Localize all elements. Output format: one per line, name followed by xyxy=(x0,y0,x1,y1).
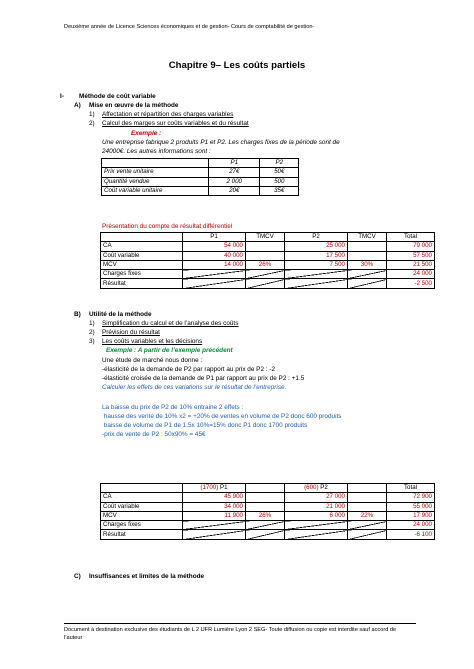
crossed-cell xyxy=(285,270,348,279)
table-cell: 17 500 xyxy=(285,251,348,260)
page-header: Deuxième année de Licence Sciences économiques et de gestion- Cours de comptabilité de gestion- xyxy=(64,24,315,30)
table-header xyxy=(348,484,387,493)
table-cell: 24 000 xyxy=(387,521,435,530)
item-number: 2) xyxy=(89,120,95,127)
table-header: Total xyxy=(387,233,435,242)
subsection-letter: C) xyxy=(74,573,81,580)
table-header xyxy=(246,484,285,493)
table-cell xyxy=(102,159,209,168)
table-header xyxy=(183,484,246,493)
item-text: Affectation et répartition des charges variables xyxy=(102,111,234,118)
answer-line: baisse de volume de P1 de 1.5x 10%=15% donc P1 donc 1700 produits xyxy=(102,422,308,429)
table-cell: 27€ xyxy=(209,168,260,177)
table-cell: 24 000 xyxy=(387,270,435,279)
crossed-cell xyxy=(285,530,348,539)
table-cell xyxy=(246,251,285,260)
table-cell: 55 000 xyxy=(387,502,435,511)
item-text: Simplification du calcul et de l’analyse des coûts xyxy=(102,320,239,327)
crossed-cell xyxy=(348,521,387,530)
chapter-title: Chapitre 9– Les coûts partiels xyxy=(168,60,306,71)
study-line: Une étude de marché nous donne : xyxy=(102,357,203,364)
example-label: Exemple : A partir de l’exemple précédent xyxy=(106,347,233,354)
crossed-cell xyxy=(246,530,285,539)
table-row xyxy=(101,521,435,530)
table-cell: 21 000 xyxy=(285,502,348,511)
table-cell xyxy=(348,251,387,260)
item-number: 1) xyxy=(89,111,95,118)
table-row xyxy=(101,242,435,251)
item-text: Prévision du résultat xyxy=(102,329,160,336)
table-row xyxy=(102,159,299,168)
item-number: 3) xyxy=(89,338,95,345)
item-number: 2) xyxy=(89,329,95,336)
table-cell: Quantité vendue xyxy=(102,177,209,186)
subsection-heading: Insuffisances et limites de la méthode xyxy=(89,573,205,580)
study-line: -élasticité croisée de la demande de P1 par rapport au prix de P2 : +1.5 xyxy=(102,375,305,382)
table-cell: 21 500 xyxy=(387,260,435,269)
section-heading: Méthode de coût variable xyxy=(79,93,156,100)
table-cell: 40 000 xyxy=(183,251,246,260)
table-cell: Coût variable xyxy=(101,251,183,260)
table-row xyxy=(101,279,435,288)
subsection-heading: Mise en œuvre de la méthode xyxy=(89,102,179,109)
table-cell: CA xyxy=(101,493,183,502)
study-line: -élasticité de la demande de P2 par rapport au prix de P2 : -2 xyxy=(102,366,276,373)
item-text: Calcul des marges sur coûts variables et du résultat xyxy=(102,120,249,127)
example-label: Exemple : xyxy=(131,130,162,137)
table-cell: Charges fixes xyxy=(101,521,183,530)
table-cell: 25 000 xyxy=(285,242,348,251)
table-cell: 17 900 xyxy=(387,511,435,520)
example-line: Une entreprise fabrique 2 produits P1 et P2. Les charges fixes de la période sont de xyxy=(102,139,340,146)
subsection-heading: Utilité de la méthode xyxy=(89,311,152,318)
table-cell: 34 000 xyxy=(183,502,246,511)
table-row xyxy=(102,186,299,195)
crossed-cell xyxy=(285,279,348,288)
table-header xyxy=(285,484,348,493)
table-cell: 500 xyxy=(260,177,299,186)
table-cell: MCV xyxy=(101,511,183,520)
table-cell: 26% xyxy=(246,511,285,520)
table-row xyxy=(102,168,299,177)
answer-line: La baisse du prix de P2 de 10% entraine 2 effets : xyxy=(102,404,244,411)
table-row xyxy=(101,511,435,520)
table-cell: 14 000 xyxy=(183,260,246,269)
table-cell: Résultat xyxy=(101,279,183,288)
product-label: P2 xyxy=(320,484,328,492)
item-number: 1) xyxy=(89,320,95,327)
answer-line: hausse des vente de 10% x2 = +20% de ventes en volume de P2 donc 600 produits xyxy=(102,413,342,420)
table-cell xyxy=(246,242,285,251)
table-row xyxy=(101,270,435,279)
table-cell: 79 000 xyxy=(387,242,435,251)
table-row xyxy=(101,260,435,269)
table-cell xyxy=(348,493,387,502)
table-cell xyxy=(101,484,183,493)
table-cell xyxy=(246,493,285,502)
table-cell: Résultat xyxy=(101,530,183,539)
simulation-table xyxy=(100,483,435,540)
table-cell: 11 900 xyxy=(183,511,246,520)
footer-divider xyxy=(64,623,416,624)
table-row xyxy=(102,177,299,186)
table-header: P2 xyxy=(260,159,299,168)
table-cell: 72 900 xyxy=(387,493,435,502)
crossed-cell xyxy=(285,521,348,530)
table-header: Total xyxy=(387,484,435,493)
crossed-cell xyxy=(183,530,246,539)
table-cell: 26% xyxy=(246,260,285,269)
footer-line: l’auteur xyxy=(64,635,83,641)
table-cell: 6 000 xyxy=(285,511,348,520)
item-text: Les coûts variables et les décisions xyxy=(102,338,203,345)
table-cell: Coût variable xyxy=(101,502,183,511)
table-cell: Prix vente unitaire xyxy=(102,168,209,177)
crossed-cell xyxy=(246,521,285,530)
table-row xyxy=(101,493,435,502)
table-cell: 7 500 xyxy=(285,260,348,269)
info-table xyxy=(101,158,299,196)
crossed-cell xyxy=(246,270,285,279)
section-number: I- xyxy=(60,93,64,100)
table-cell: 22% xyxy=(348,511,387,520)
table-cell xyxy=(101,233,183,242)
product-label: P1 xyxy=(220,484,228,492)
table-row xyxy=(101,502,435,511)
table-row xyxy=(101,251,435,260)
quantity-label: (1700) xyxy=(200,484,219,492)
table-cell: -2 500 xyxy=(387,279,435,288)
table-cell: 54 000 xyxy=(183,242,246,251)
table-header: P1 xyxy=(183,233,246,242)
table-row xyxy=(101,530,435,539)
crossed-cell xyxy=(183,270,246,279)
crossed-cell xyxy=(348,279,387,288)
crossed-cell xyxy=(183,279,246,288)
table-cell: 2 000 xyxy=(209,177,260,186)
table-row xyxy=(101,484,435,493)
table-cell: Charges fixes xyxy=(101,270,183,279)
table-header: P1 xyxy=(209,159,260,168)
table-cell: 27 000 xyxy=(285,493,348,502)
table-cell: 45 900 xyxy=(183,493,246,502)
table-row xyxy=(101,233,435,242)
table-cell: 20€ xyxy=(209,186,260,195)
result-account-title: Présentation du compte de résultat différentiel xyxy=(102,223,233,230)
table-header: P2 xyxy=(285,233,348,242)
footer-line: Document à destination exclusive des étudiants de L 2 UFR Lumière Lyon 2 SEG- Toute diffusion ou copie est interdite sauf accord de xyxy=(64,627,397,633)
table-cell: MCV xyxy=(101,260,183,269)
table-cell: -6 100 xyxy=(387,530,435,539)
table-cell xyxy=(348,502,387,511)
table-cell: CA xyxy=(101,242,183,251)
table-cell: 57 500 xyxy=(387,251,435,260)
answer-line: -prix de vente de P2 : 50x90% = 45€ xyxy=(102,431,206,438)
table-header: TMCV xyxy=(348,233,387,242)
table-cell: 50€ xyxy=(260,168,299,177)
crossed-cell xyxy=(348,530,387,539)
result-account-table xyxy=(100,232,435,289)
quantity-label: (600) xyxy=(304,484,319,492)
question: Calculer les effets de ces variations sur le résultat de l’entreprise. xyxy=(102,384,287,391)
table-cell xyxy=(246,502,285,511)
crossed-cell xyxy=(183,521,246,530)
table-header: TMCV xyxy=(246,233,285,242)
table-cell: 35€ xyxy=(260,186,299,195)
crossed-cell xyxy=(246,279,285,288)
crossed-cell xyxy=(348,270,387,279)
example-line: 24000€. Les autres informations sont : xyxy=(102,148,211,155)
subsection-letter: B) xyxy=(74,311,81,318)
subsection-letter: A) xyxy=(74,102,81,109)
table-cell: 30% xyxy=(348,260,387,269)
table-cell: Coût variable unitaire xyxy=(102,186,209,195)
table-cell xyxy=(348,242,387,251)
